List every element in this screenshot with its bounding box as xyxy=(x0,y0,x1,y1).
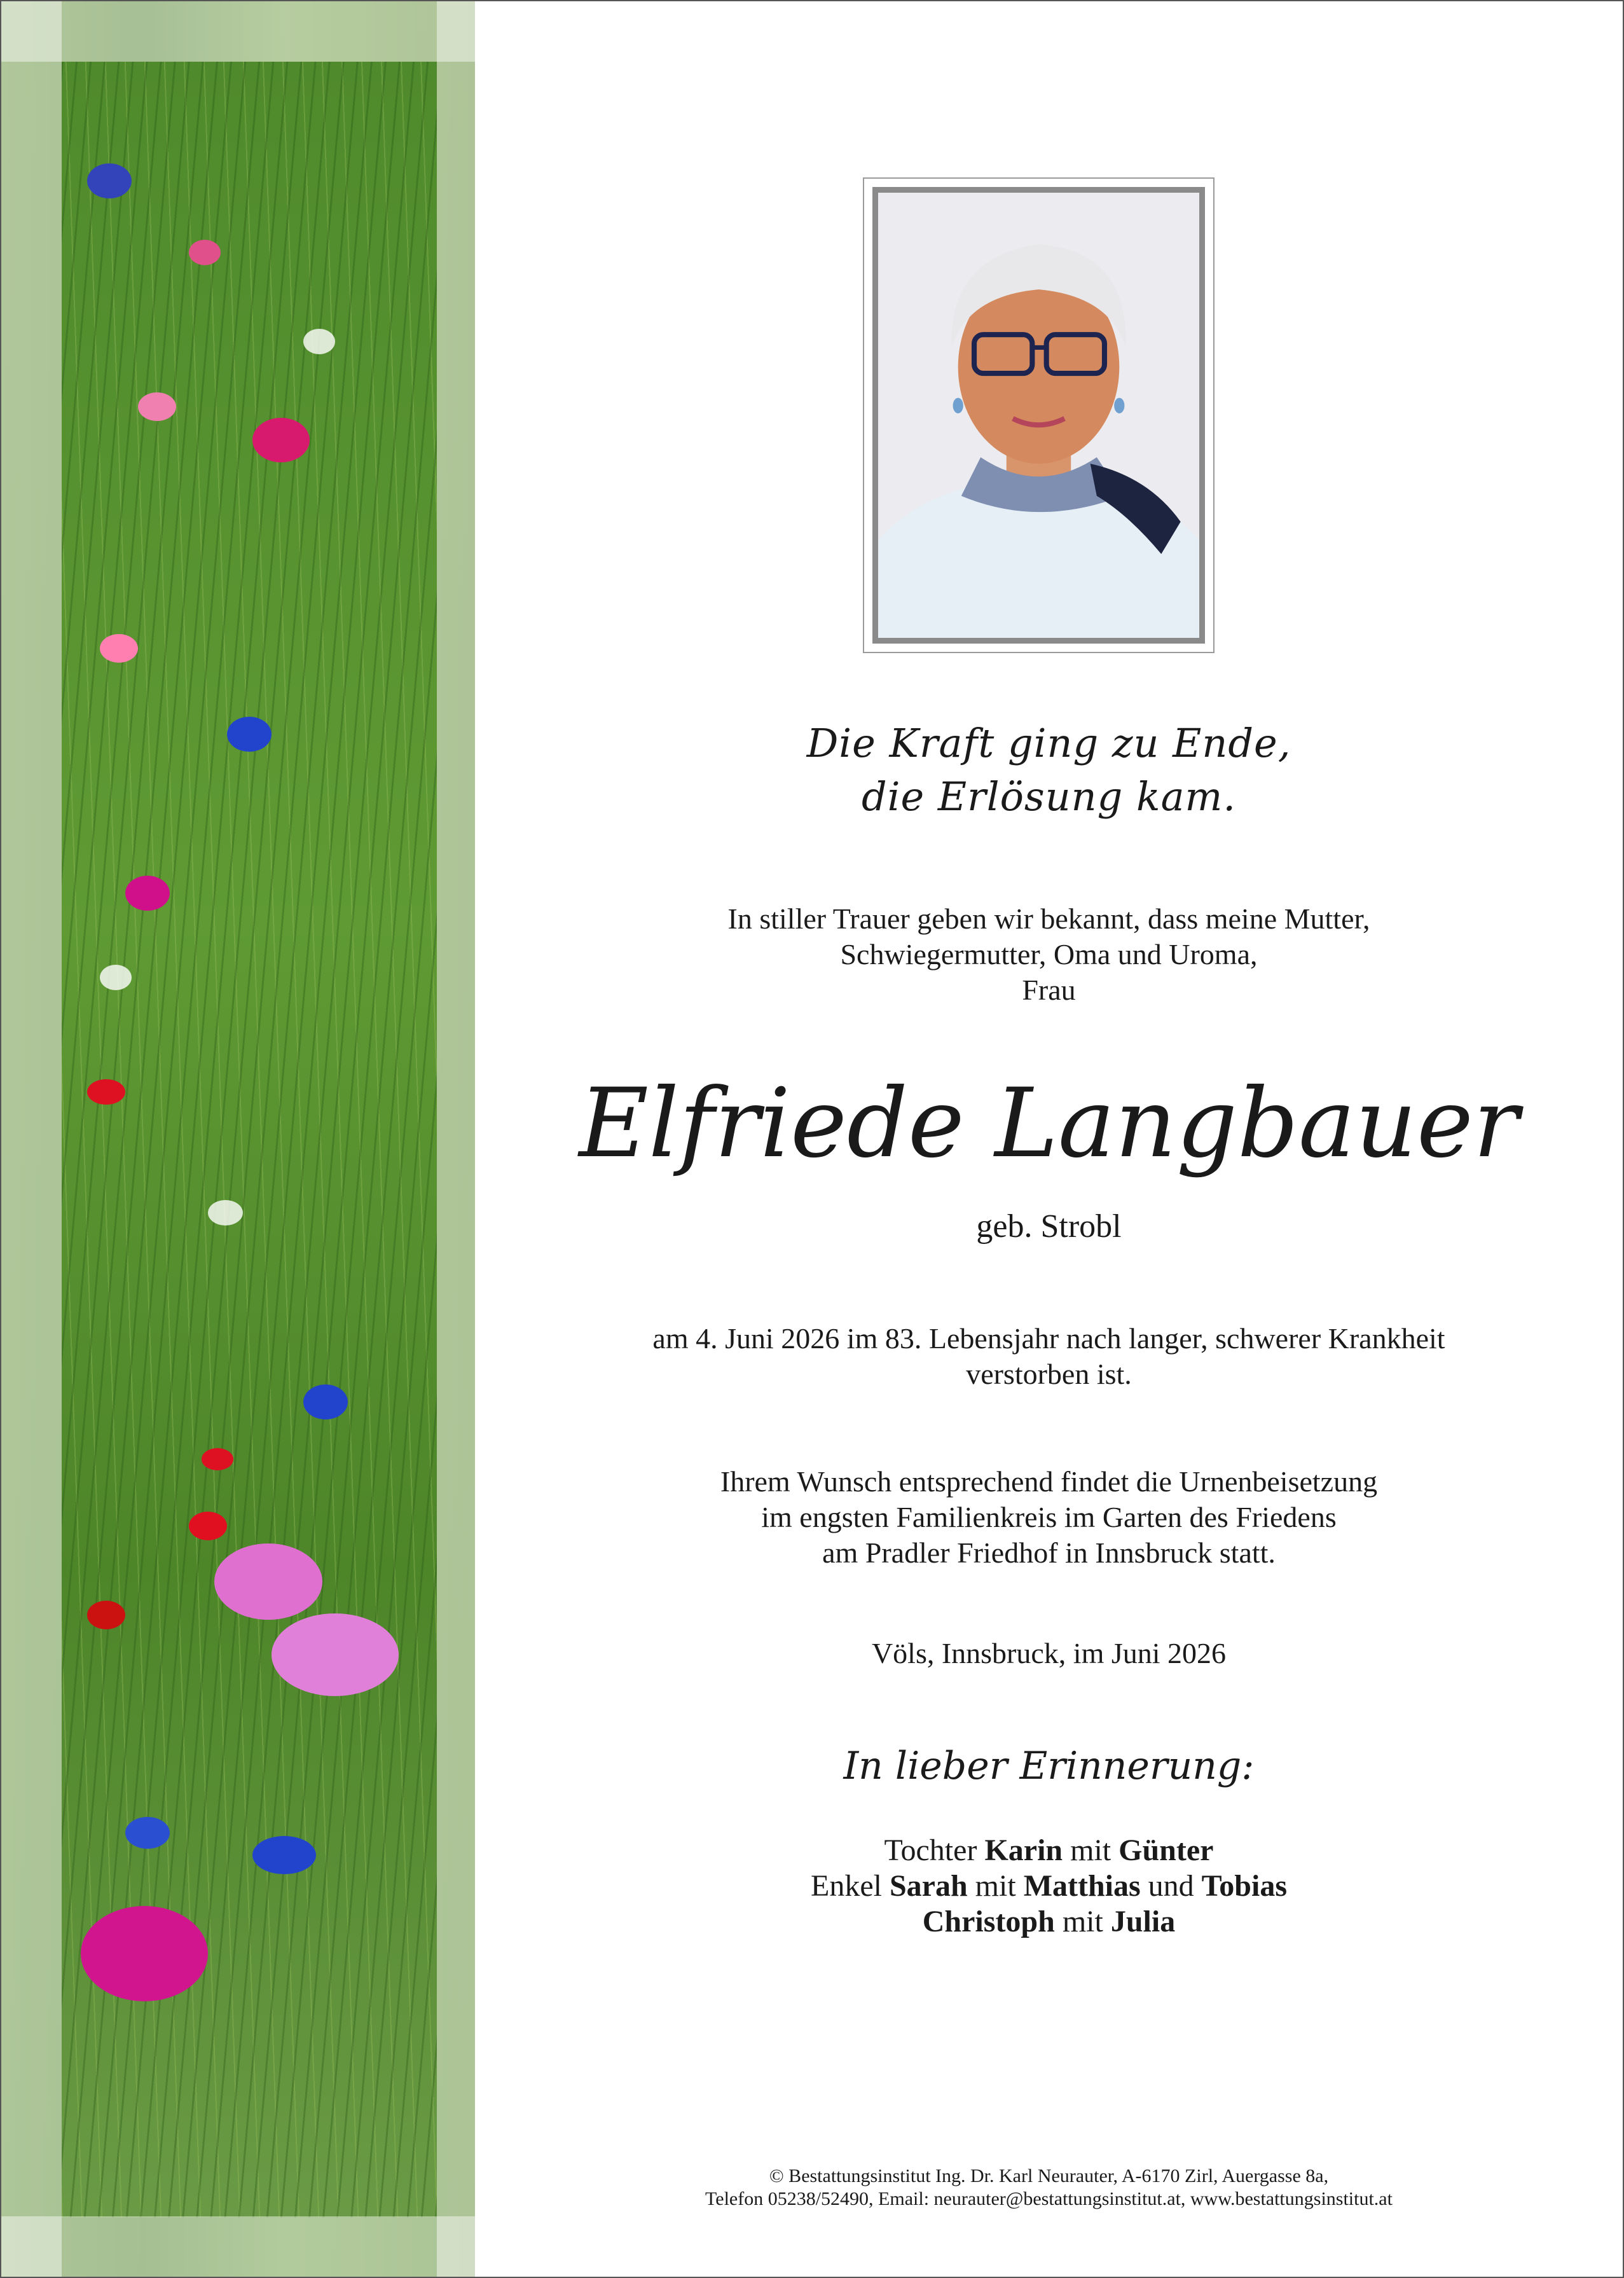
family-text: mit xyxy=(1054,1905,1111,1938)
family-member-name: Christoph xyxy=(922,1905,1055,1938)
intro-line: Schwiegermutter, Oma und Uroma, xyxy=(840,938,1258,970)
intro-line: Frau xyxy=(1022,974,1076,1006)
place-and-date: Völs, Innsbruck, im Juni 2026 xyxy=(871,1637,1227,1669)
remembrance-heading: In lieber Erinnerung: xyxy=(843,1744,1255,1788)
death-line: verstorben ist. xyxy=(966,1358,1132,1390)
burial-line: Ihrem Wunsch entsprechend findet die Urnenbeisetzung xyxy=(720,1465,1378,1498)
burial-line: im engsten Familienkreis im Garten des Friedens xyxy=(761,1501,1337,1533)
motto xyxy=(475,717,1623,824)
birth-name: geb. Strobl xyxy=(976,1208,1122,1245)
family-line xyxy=(475,1833,1623,1868)
footer-line: © Bestattungsinstitut Ing. Dr. Karl Neurauter, A-6170 Zirl, Auergasse 8a, xyxy=(769,2165,1329,2186)
flower-meadow-image xyxy=(62,62,437,2218)
motto-line: die Erlösung kam. xyxy=(861,773,1237,820)
family-text: Enkel xyxy=(811,1869,890,1903)
death-line: am 4. Juni 2026 im 83. Lebensjahr nach langer, schwerer Krankheit xyxy=(652,1322,1445,1355)
family-list xyxy=(475,1833,1623,1940)
burial-line: am Pradler Friedhof in Innsbruck statt. xyxy=(822,1536,1276,1569)
announcement-intro xyxy=(475,901,1623,1008)
family-text: Tochter xyxy=(884,1833,985,1867)
intro-line: In stiller Trauer geben wir bekannt, dass meine Mutter, xyxy=(727,902,1370,935)
family-member-name: Sarah xyxy=(889,1869,968,1903)
family-member-name: Matthias xyxy=(1023,1869,1141,1903)
family-member-name: Günter xyxy=(1118,1833,1214,1867)
family-line xyxy=(475,1868,1623,1904)
deceased-name: Elfriede Langbauer xyxy=(579,1068,1519,1179)
portrait-illustration xyxy=(878,193,1199,638)
obituary-content xyxy=(475,1,1623,2277)
death-notice xyxy=(475,1321,1623,1392)
flower-meadow-panel xyxy=(1,1,475,2277)
footer-line: Telefon 05238/52490, Email: neurauter@bestattungsinstitut.at, www.bestattungsinstitut.at xyxy=(705,2188,1393,2209)
family-text: mit xyxy=(967,1869,1024,1903)
family-text: mit xyxy=(1063,1833,1119,1867)
motto-line: Die Kraft ging zu Ende, xyxy=(806,720,1291,766)
family-line xyxy=(475,1904,1623,1940)
burial-notice xyxy=(475,1464,1623,1571)
family-text: und xyxy=(1140,1869,1202,1903)
family-member-name: Tobias xyxy=(1201,1869,1287,1903)
family-member-name: Karin xyxy=(984,1833,1063,1867)
family-member-name: Julia xyxy=(1110,1905,1176,1938)
portrait-photo xyxy=(872,187,1205,644)
footer-imprint xyxy=(475,2165,1623,2211)
portrait-frame xyxy=(863,177,1215,653)
